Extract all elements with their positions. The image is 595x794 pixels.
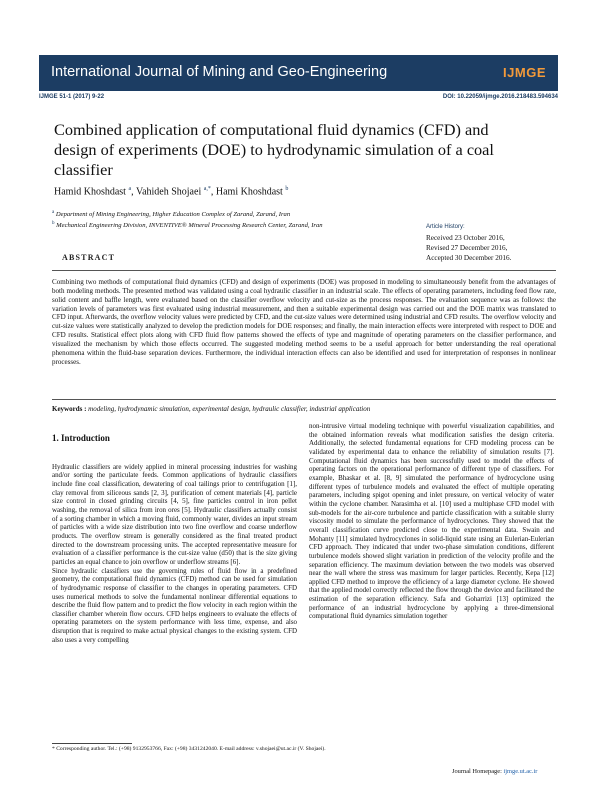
corresponding-author-footnote: * Corresponding author. Tel.: (+98) 9132953766, Fax: (+98) 3431242040. E-mail address: v.shojaei@ut.ac.ir (V. Shojaei). [52,746,326,752]
affiliation [52,221,323,229]
abstract-heading: ABSTRACT [62,253,116,262]
footnote-rule [52,743,132,744]
journal-banner [39,55,558,91]
article-history [426,224,556,263]
history-accepted: Accepted 30 December 2016. [426,254,512,262]
journal-homepage [452,768,537,775]
right-column [309,422,554,621]
affiliation-text: Mechanical Engineering Division, INVENTIVE® Mineral Processing Research Center, Zarand, Iran [56,222,323,230]
author-name: Hami Khoshdast [215,186,283,198]
homepage-label: Journal Homepage: [452,768,502,775]
journal-title: International Journal of Mining and Geo-Engineering [51,64,388,80]
affiliation [52,210,290,218]
abstract-bottom-rule [52,399,556,400]
author-affiliation-mark: a [128,186,132,192]
body-paragraph: non-intrusive virtual modeling technique with powerful visualization capabilities, and the obtained information reveals what modification satisfies the design criteria. Additionally, the selected fundamental equations for CFD modeling process can be validated by experimental data to enhance the reliability of simulation results [7]. Computational fluid dynamics has been successfully used to model the effects of operating factors on the operational performance of different type of classifiers. For example, Bhaskar et al. [8, 9] simulated the performance of hydrocyclone using different types of turbulence models and evaluated the effect of multiple operating parameters, including spigot opening and inlet pressure, on vertical velocity of water within the cyclone chamber. Narasimha et al. [10] used a multiphase CFD model with sub-models for the air-core turbulence and particle classification with a suitable slurry viscosity model to simulate the performance of hydrocyclones. They showed that the overall classification curve predicted close to the experimental data. Swain and Mohanty [11] simulated hydrocyclones in solid-liquid state using an Eulerian-Eulerian CFD approach. They indicated that under two-phase simulation conditions, different turbulence models showed slight variation in prediction of the velocity profile and the separation efficiency. The maximum deviation between the two models was observed near the wall where the stress was maximum for larger particles. Recently, Kepa [12] applied CFD method to improve the efficiency of a large diameter cyclone. He showed that the applied model correctly reflected the flow through the device and facilitated the estimation of the separation efficiency. Safa and Goharrizi [13] optimized the performance of an industrial hydrocyclone by applying a three-dimensional computational fluid dynamics simulation together [309,422,554,621]
body-paragraph: Since hydraulic classifiers use the governing rules of fluid flow in a predefined geometry, the computational fluid dynamics (CFD) method can be used for simulation of hydrodynamic response of classifier to the changes in operating parameters. CFD uses numerical methods to solve the fundamental nonlinear differential equations to describe the fluid flow pattern and to predict the flow velocity in each region within the classifier chamber wherein flow occurs. CFD helps engineers to evaluate the effects of operating parameters on the system performance with less time, expense, and also disruption that is required to make actual physical changes to the existing system. CFD also uses a very compelling [52,566,297,644]
section-heading: 1. Introduction [52,433,110,443]
keywords-text: modeling, hydrodynamic simulation, experimental design, hydraulic classifier, industrial application [88,405,371,413]
journal-logo: IJMGE [503,65,546,80]
body-paragraph: Hydraulic classifiers are widely applied in mineral processing industries for washing and/or sorting the particulate feeds. Common applications of hydraulic classifiers include fine coal classification, dewatering of coal tailings prior to centrifugation [1], clay removal from siliceous sands [2, 3], purification of cement materials [4], particle size control in closed grinding circuits [4, 5], fine particles control in iron pellet washing, the removal of silica from iron ores [5]. Hydraulic classifiers actually consist of a sorting chamber in which a moving fluid, commonly water, divides an input stream of particles with a wide size distribution into two fine overflow and coarse underflow products. The overflow stream is generally considered as the final treated product directed to the downstream processing units. The accepted representative measure for evaluation of a classifier performance is the cut-size value (d50) that is the size giving particles an equal chance to join overflow or underflow streams [6]. [52,462,297,566]
left-column [52,427,297,644]
citation: IJMGE 51-1 (2017) 9-22 [39,94,105,100]
abstract-text: Combining two methods of computational fluid dynamics (CFD) and design of experiments (DOE) was proposed in modeling to simultaneously benefit from the advantages of both modeling methods. The presented method was validated using a coal hydraulic classifier in an industrial scale. The effects of operating parameters, including feed flow rate, solid content and baffle length, were evaluated based on the classifier overflow velocity and cut-size as the process responses. The evaluation sequence was as follows: the variation levels of parameters was first evaluated using industrial measurement, and then a suitable experimental design was carried out and the DOE matrix was translated to CFD input. Afterwards, the overflow velocity values were predicted by CFD, and the cut-size values were determined using industrial and CFD results. The overflow velocity and cut-size values were statistically analyzed to develop the prediction models for DOE responses; and finally, the main interaction effects were interpreted with respect to DOE and CFD results. Statistical effect plots along with CFD fluid flow patterns showed the effects of type and magnitude of operating parameters on the classifier performance, and visualized the mechanism by which those effects occurred. The suggested modeling method seems to be a useful approach for better understanding the real operational phenomena within the fluid-base separation devices. Furthermore, the individual interaction effects can also be identified and used for interpretation of responses in nonlinear processes. [52,278,556,366]
affiliation-mark: a [52,210,55,215]
author-affiliation-mark: b [285,186,289,192]
article-title: Combined application of computational fluid dynamics (CFD) and design of experiments (DOE) to hydrodynamic simulation of a coal classifier [54,120,494,179]
keywords-label: Keywords : [52,405,87,413]
keywords [52,405,370,413]
history-received: Received 23 October 2016, [426,234,505,242]
doi-link[interactable]: DOI: 10.22059/ijmge.2016.218483.594634 [442,94,558,100]
author-list: Hamid Khoshdast $^a$, Vahideh Shojaei $^{a,*}$, Hami Khoshdast $^b$ [54,186,289,198]
author-affiliation-mark: a,* [203,186,211,192]
affiliation-text: Department of Mining Engineering, Higher Education Complex of Zarand, Zarand, Iran [55,211,291,219]
affiliation-mark: b [52,221,55,226]
author-name: Vahideh Shojaei [135,186,202,198]
citation-line [39,94,558,104]
abstract-top-rule [52,270,556,271]
history-revised: Revised 27 December 2016, [426,244,508,252]
history-label: Article History: [426,224,465,230]
author-name: Hamid Khoshdast [54,186,126,198]
homepage-link[interactable]: ijmge.ut.ac.ir [503,768,538,775]
